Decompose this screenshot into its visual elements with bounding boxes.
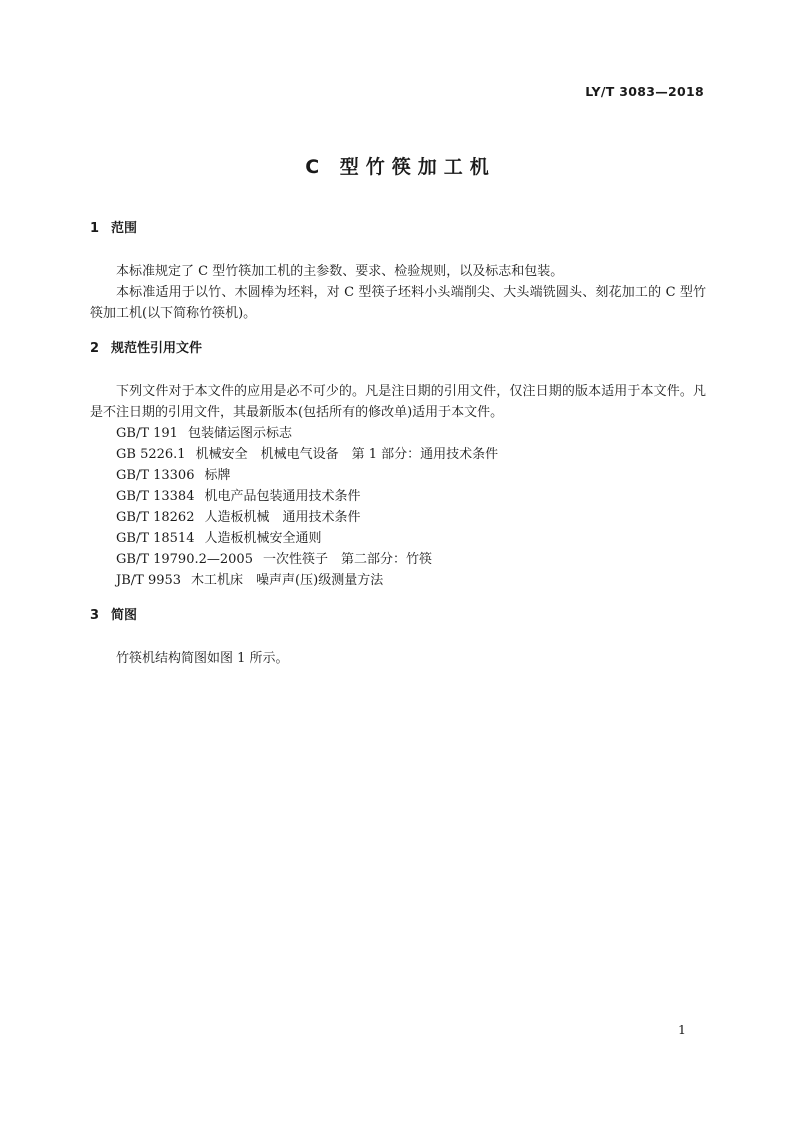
section-heading bbox=[90, 338, 706, 359]
reference-code: GB/T 13384 bbox=[116, 489, 195, 504]
section-title: 简图 bbox=[111, 608, 138, 623]
reference-code: GB/T 13306 bbox=[116, 468, 195, 483]
section-body bbox=[90, 381, 706, 591]
section-heading bbox=[90, 218, 706, 239]
reference-item bbox=[90, 465, 706, 486]
section-normative-references bbox=[90, 338, 706, 591]
paragraph: 本标准适用于以竹、木圆棒为坯料，对 C 型筷子坯料小头端削尖、大头端铣圆头、刻花加工的 C 型竹筷加工机(以下简称竹筷机)。 bbox=[90, 285, 706, 321]
page-number: 1 bbox=[678, 1022, 686, 1037]
reference-title: 人造板机械 通用技术条件 bbox=[204, 510, 361, 525]
section-number: 3 bbox=[90, 608, 100, 623]
document-title: C 型竹筷加工机 bbox=[305, 156, 496, 178]
section-diagram bbox=[90, 605, 706, 669]
reference-title: 机械安全 机械电气设备 第 1 部分：通用技术条件 bbox=[195, 447, 499, 462]
paragraph: 下列文件对于本文件的应用是必不可少的。凡是注日期的引用文件，仅注日期的版本适用于本文件。凡是不注日期的引用文件，其最新版本(包括所有的修改单)适用于本文件。 bbox=[90, 384, 706, 420]
reference-item bbox=[90, 528, 706, 549]
paragraph: 本标准规定了 C 型竹筷加工机的主参数、要求、检验规则，以及标志和包装。 bbox=[116, 264, 564, 279]
reference-code: GB/T 19790.2—2005 bbox=[116, 552, 253, 567]
paragraph: 竹筷机结构简图如图 1 所示。 bbox=[116, 651, 289, 666]
document-body bbox=[90, 218, 706, 683]
section-number: 1 bbox=[90, 221, 100, 236]
reference-title: 一次性筷子 第二部分：竹筷 bbox=[262, 552, 432, 567]
reference-code: GB 5226.1 bbox=[116, 447, 186, 462]
reference-item bbox=[90, 570, 706, 591]
standard-code: LY/T 3083—2018 bbox=[585, 84, 704, 99]
reference-title: 包装储运图示标志 bbox=[187, 426, 292, 441]
reference-list bbox=[90, 423, 706, 591]
section-title: 规范性引用文件 bbox=[111, 341, 203, 356]
section-body bbox=[90, 648, 706, 669]
reference-code: GB/T 18514 bbox=[116, 531, 195, 546]
reference-code: GB/T 18262 bbox=[116, 510, 195, 525]
reference-title: 机电产品包装通用技术条件 bbox=[204, 489, 361, 504]
reference-item bbox=[90, 423, 706, 444]
section-scope bbox=[90, 218, 706, 324]
reference-item bbox=[90, 507, 706, 528]
reference-item bbox=[90, 486, 706, 507]
section-heading bbox=[90, 605, 706, 626]
section-body bbox=[90, 261, 706, 324]
reference-code: GB/T 191 bbox=[116, 426, 178, 441]
reference-title: 标牌 bbox=[204, 468, 231, 483]
section-title: 范围 bbox=[111, 221, 138, 236]
reference-code: JB/T 9953 bbox=[116, 573, 182, 588]
reference-title: 人造板机械安全通则 bbox=[204, 531, 322, 546]
reference-item bbox=[90, 549, 706, 570]
section-number: 2 bbox=[90, 341, 100, 356]
reference-title: 木工机床 噪声声(压)级测量方法 bbox=[191, 573, 384, 588]
reference-item bbox=[90, 444, 706, 465]
